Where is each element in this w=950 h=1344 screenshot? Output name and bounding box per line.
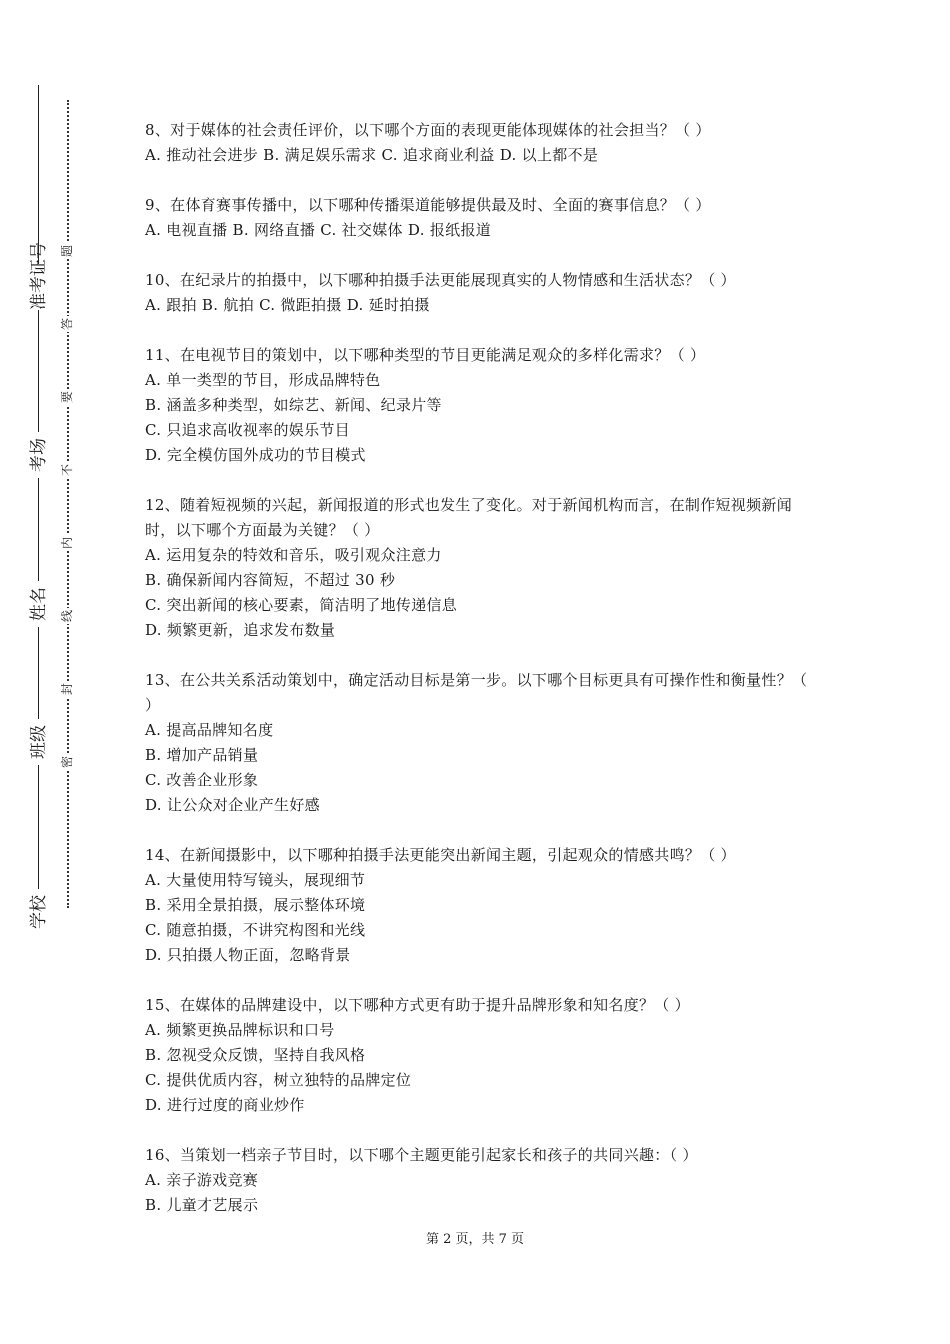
question-stem: 12、随着短视频的兴起，新闻报道的形式也发生了变化。对于新闻机构而言，在制作短视频新闻时，以下哪个方面最为关键？（ ） [145, 496, 792, 539]
question-11 [145, 343, 815, 468]
question-options: A. 跟拍 B. 航拍 C. 微距拍摄 D. 延时拍摄 [145, 296, 430, 314]
option-a: A. 运用复杂的特效和音乐，吸引观众注意力 [145, 546, 442, 564]
question-16 [145, 1143, 815, 1218]
seal-dotted-line [67, 100, 69, 908]
option-d: D. 完全模仿国外成功的节目模式 [145, 446, 366, 464]
option-a: A. 单一类型的节目，形成品牌特色 [145, 371, 381, 389]
option-c: C. 突出新闻的核心要素，简洁明了地传递信息 [145, 596, 458, 614]
question-8 [145, 118, 815, 168]
seal-char: 内 [60, 537, 74, 550]
question-stem: 9、在体育赛事传播中，以下哪种传播渠道能够提供最及时、全面的赛事信息？（ ） [145, 196, 711, 214]
option-c: C. 改善企业形象 [145, 771, 259, 789]
question-15 [145, 993, 815, 1118]
question-list [145, 118, 815, 1243]
question-13 [145, 668, 815, 818]
option-b: B. 儿童才艺展示 [145, 1196, 259, 1214]
option-d: D. 进行过度的商业炒作 [145, 1096, 305, 1114]
option-d: D. 频繁更新，追求发布数量 [145, 621, 336, 639]
option-b: B. 忽视受众反馈，坚持自我风格 [145, 1046, 366, 1064]
exam-number-label: 准考证号 [29, 242, 49, 310]
option-c: C. 只追求高收视率的娱乐节目 [145, 421, 350, 439]
option-d: D. 只拍摄人物正面，忽略背景 [145, 946, 351, 964]
question-stem: 13、在公共关系活动策划中，确定活动目标是第一步。以下哪个目标更具有可操作性和衡量性？（ ） [145, 671, 808, 714]
option-b: B. 采用全景拍摄，展示整体环境 [145, 896, 366, 914]
option-b: B. 涵盖多种类型，如综艺、新闻、纪录片等 [145, 396, 442, 414]
question-9 [145, 193, 815, 243]
question-stem: 16、当策划一档亲子节目时，以下哪个主题更能引起家长和孩子的共同兴趣：（ ） [145, 1146, 698, 1164]
option-a: A. 亲子游戏竞赛 [145, 1171, 259, 1189]
question-stem: 11、在电视节目的策划中，以下哪种类型的节目更能满足观众的多样化需求？（ ） [145, 346, 706, 364]
question-10 [145, 268, 815, 318]
question-stem: 14、在新闻摄影中，以下哪种拍摄手法更能突出新闻主题，引起观众的情感共鸣？（ ） [145, 846, 736, 864]
question-stem: 10、在纪录片的拍摄中，以下哪种拍摄手法更能展现真实的人物情感和生活状态？（ ） [145, 271, 736, 289]
seal-char: 不 [60, 464, 74, 477]
class-label: 班级 [27, 719, 51, 765]
option-b: B. 确保新闻内容简短，不超过 30 秒 [145, 571, 396, 589]
seal-char: 要 [60, 391, 74, 404]
seal-char: 密 [60, 756, 74, 769]
option-d: D. 让公众对企业产生好感 [145, 796, 320, 814]
seal-char: 线 [60, 610, 74, 623]
option-a: A. 大量使用特写镜头，展现细节 [145, 871, 366, 889]
option-c: C. 提供优质内容，树立独特的品牌定位 [145, 1071, 412, 1089]
seal-char: 封 [60, 683, 74, 696]
option-b: B. 增加产品销量 [145, 746, 259, 764]
seal-char: 答 [60, 318, 74, 331]
question-options: A. 推动社会进步 B. 满足娱乐需求 C. 追求商业利益 D. 以上都不是 [145, 146, 599, 164]
student-name-label: 姓名 [27, 581, 51, 627]
question-14 [145, 843, 815, 968]
option-a: A. 提高品牌知名度 [145, 721, 274, 739]
question-12 [145, 493, 815, 643]
exam-room-label: 考场 [27, 432, 51, 478]
question-options: A. 电视直播 B. 网络直播 C. 社交媒体 D. 报纸报道 [145, 221, 492, 239]
binding-solid-line [38, 85, 39, 925]
option-c: C. 随意拍摄，不讲究构图和光线 [145, 921, 366, 939]
seal-char: 题 [60, 245, 74, 258]
question-stem: 15、在媒体的品牌建设中，以下哪种方式更有助于提升品牌形象和知名度？（ ） [145, 996, 690, 1014]
question-stem: 8、对于媒体的社会责任评价，以下哪个方面的表现更能体现媒体的社会担当？（ ） [145, 121, 711, 139]
binding-margin [0, 0, 110, 1344]
page-number: 第 2 页，共 7 页 [425, 1232, 525, 1247]
option-a: A. 频繁更换品牌标识和口号 [145, 1021, 335, 1039]
school-label: 学校 [27, 889, 51, 935]
